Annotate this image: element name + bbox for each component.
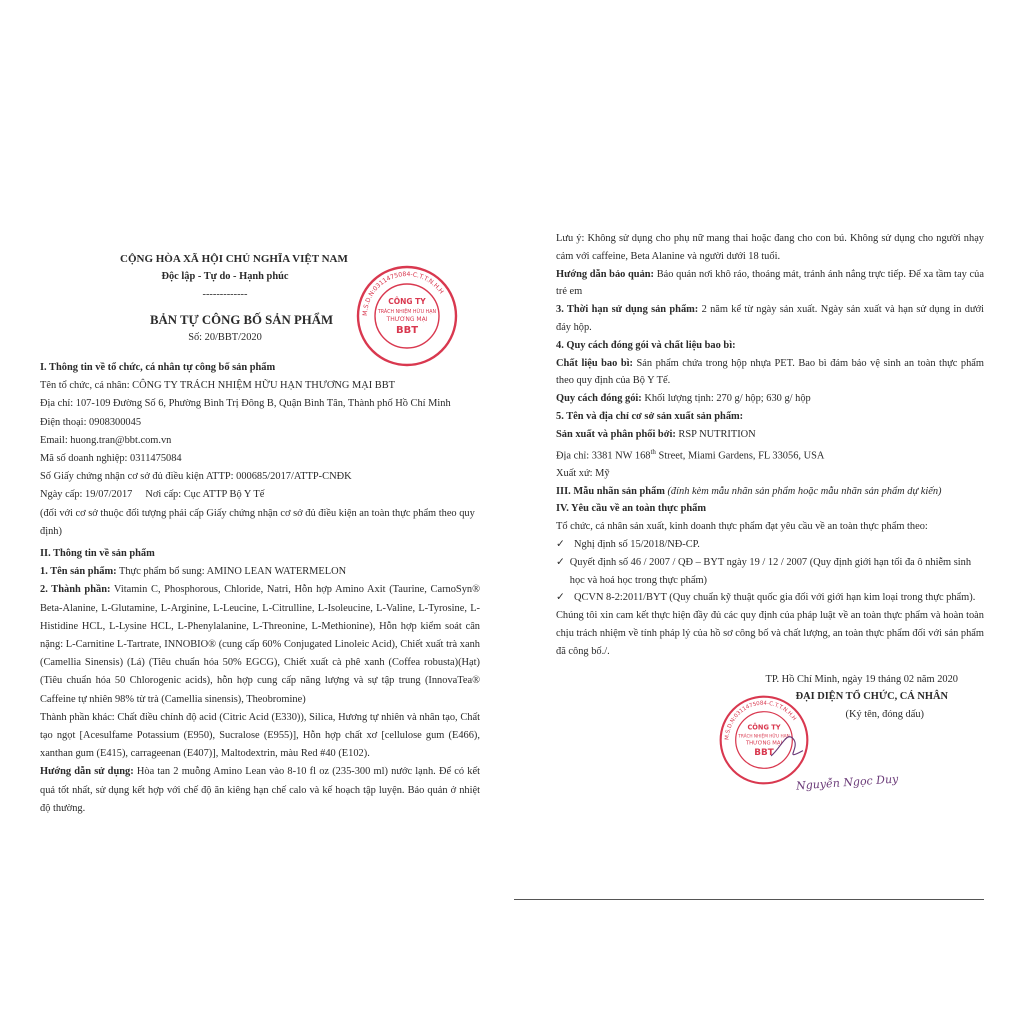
usage-label: Hướng dẫn sử dụng:	[40, 766, 134, 778]
stamp-line-1: CÔNG TY	[388, 297, 426, 306]
section-1-heading: I. Thông tin về tổ chức, cá nhân tự công bố sản phẩm	[40, 362, 276, 374]
list-item: ✓ Quyết định số 46 / 2007 / QĐ – BYT ngày 19 / 12 / 2007 (Quy định giới hạn tối đa ô nhiễm sinh học và hoá học trong thực phẩm)	[556, 554, 984, 590]
stamp-line-4: BBT	[395, 325, 419, 336]
svg-text:TRÁCH NHIỆM HỮU HẠN: TRÁCH NHIỆM HỮU HẠN	[738, 733, 790, 739]
signer-name: Nguyễn Ngọc Duy	[795, 772, 899, 793]
packing-label: Quy cách đóng gói:	[556, 393, 642, 405]
label-section	[556, 483, 984, 501]
label-note: (đính kèm mẫu nhãn sản phẩm hoặc mẫu nhãn sản phẩm dự kiến)	[664, 485, 942, 497]
stamp-line-3: THƯƠNG MẠI	[386, 316, 428, 323]
org-name: Tên tổ chức, cá nhân: CÔNG TY TRÁCH NHIỆM HỮU HẠN THƯƠNG MẠI BBT	[40, 380, 395, 392]
svg-text:BBT: BBT	[754, 748, 774, 759]
ingredients-value: Vitamin C, Phosphorous, Chloride, Natri, Hỗn hợp Amino Axit (Taurine, CarnoSyn® Beta-Alanine, L-Glutamine, L-Arginine, L-Leucine, L-Citrulline, L-Isoleucine, L-Valine, L-Tyrosine, L-Histidine HCL, L-Lysine HCL, L-Phenylalanine, L-Threonine, L-Methionine), Hỗn hợp kiểm soát cân nặng: L-Carnitine L-Tartrate, INNOBIO® (cung cấp 60% Conjugated Linoleic Acid), Chiết xuất trà xanh (Camellia Sinensis) (Lá) (Tiêu chuẩn hóa 50% EGCG), Chiết xuất cà phê xanh (Coffea robusta)(Hạt) (Tiêu chuẩn hóa 50 Chlorogenic acids), hỗn hợp cung cấp năng lượng và sự tập trung (InnovaTea® Caffeine tự nhiên 98% từ trà (Camellia sinensis), Theobromine)	[40, 584, 480, 705]
label-heading: III. Mẫu nhãn sản phẩm	[556, 485, 665, 497]
list-item: ✓ QCVN 8-2:2011/BYT (Quy chuẩn kỹ thuật quốc gia đối với giới hạn kim loại trong thực phẩm).	[556, 589, 984, 607]
representative-note: (Ký tên, đóng dấu)	[845, 709, 924, 721]
storage-instructions	[556, 266, 984, 302]
manufacturer-address: Địa chỉ: 3381 NW 168th Street, Miami Gardens, FL 33056, USA	[556, 447, 825, 462]
usage-value: Hòa tan 2 muỗng Amino Lean vào 8-10 fl oz (235-300 ml) nước lạnh. Để có kết quả tốt nhất, sử dụng kết hợp với chế độ ăn kiêng hạn chế calo và kế hoạch tập luyện. Bảo quản ở nhiệt độ thường.	[40, 766, 480, 814]
cert-issue-date: Ngày cấp: 19/07/2017	[40, 489, 133, 501]
org-email: Email: huong.tran@bbt.com.vn	[40, 434, 172, 446]
cert-issue-line	[40, 486, 480, 504]
svg-text:CÔNG TY: CÔNG TY	[747, 723, 781, 732]
check-icon: ✓	[556, 556, 565, 568]
stamp-ring-text: M.S.D.N:0311475084-C.T.T.N.H.H	[361, 270, 445, 317]
org-certificate: Số Giấy chứng nhận cơ sở đủ điều kiện ATTP: 000685/2017/ATTP-CNĐK	[40, 471, 352, 483]
stamp-ring-text: M.S.D.N:0311475084-C.T.T.N.H.H	[724, 700, 797, 741]
republic-title: CỘNG HÒA XÃ HỘI CHỦ NGHĨA VIỆT NAM	[120, 253, 348, 265]
cert-issuer: Nơi cấp: Cục ATTP Bộ Y Tế	[145, 489, 265, 501]
right-page	[556, 230, 984, 724]
product-name-label: 1. Tên sản phẩm:	[40, 566, 117, 578]
storage-label: Hướng dẫn bảo quản:	[556, 268, 655, 280]
shelf-life	[556, 301, 984, 337]
caution: Lưu ý: Không sử dụng cho phụ nữ mang thai hoặc đang cho con bú. Không sử dụng cho người nhạy cảm với caffeine, Beta Alanine và người dưới 18 tuổi.	[556, 233, 984, 262]
manufacturer	[556, 426, 984, 444]
list-item: ✓ Nghị định số 15/2018/NĐ-CP.	[556, 536, 984, 554]
check-icon: ✓	[556, 592, 565, 604]
material-label: Chất liệu bao bì:	[556, 357, 633, 369]
stamp-line-2: TRÁCH NHIỆM HỮU HẠN	[377, 310, 437, 315]
safety-intro: Tổ chức, cá nhân sản xuất, kinh doanh thực phẩm đạt yêu cầu về an toàn thực phẩm theo:	[556, 521, 928, 533]
document-header	[120, 250, 348, 347]
origin: Xuất xứ: Mỹ	[556, 467, 610, 479]
header-divider: -------------	[202, 289, 248, 301]
manufacturer-value: RSP NUTRITION	[675, 428, 756, 440]
org-tax-code: Mã số doanh nghiệp: 0311475084	[40, 453, 182, 465]
packaging-heading: 4. Quy cách đóng gói và chất liệu bao bì:	[556, 339, 736, 351]
packaging-material	[556, 355, 984, 391]
usage-instructions	[40, 763, 480, 818]
safety-heading: IV. Yêu cầu về an toàn thực phẩm	[556, 503, 706, 515]
ingredients	[40, 581, 480, 708]
commitment: Chúng tôi xin cam kết thực hiện đầy đủ các quy định của pháp luật về an toàn thực phẩm và hoàn toàn chịu trách nhiệm về tính pháp lý của hồ sơ công bố và chất lượng, an toàn thực phẩm đối với sản phẩm đã công bố./.	[556, 610, 984, 657]
org-address: Địa chỉ: 107-109 Đường Số 6, Phường Bình Trị Đông B, Quận Bình Tân, Thành phố Hồ Chí Minh	[40, 398, 451, 410]
check-icon: ✓	[556, 539, 565, 551]
company-stamp-top	[355, 264, 459, 368]
packing-spec	[556, 390, 984, 408]
manufacturer-label: Sản xuất và phân phối bởi:	[556, 428, 676, 440]
other-ingredients: Thành phần khác: Chất điều chỉnh độ acid (Citric Acid (E330)), Silica, Hương tự nhiên và nhân tạo, Chất tạo ngọt [Acesulfame Potassium (E950), Sucralose (E955)], Hỗn hợp chất xơ [cellulose gum (E466), xanthan gum (E415), carrageenan (E407)], Maltodextrin, màu Red #40 (E102).	[40, 711, 480, 760]
packing-value: Khối lượng tịnh: 270 g/ hộp; 630 g/ hộp	[641, 393, 811, 405]
org-phone: Điện thoại: 0908300045	[40, 416, 142, 428]
product-name-value: Thực phẩm bổ sung: AMINO LEAN WATERMELON	[116, 566, 347, 578]
shelf-life-label: 3. Thời hạn sử dụng sản phẩm:	[556, 304, 699, 316]
material-value: Sản phẩm chứa trong hộp nhựa PET. Bao bì đảm bảo vệ sinh an toàn thực phẩm theo quy định của Bộ Y Tế.	[556, 357, 984, 387]
shelf-life-value: 2 năm kể từ ngày sản xuất. Ngày sản xuất và hạn sử dụng in dưới đáy hộp.	[556, 304, 985, 333]
document-number: Số: 20/BBT/2020	[188, 331, 262, 343]
place-date: TP. Hồ Chí Minh, ngày 19 tháng 02 năm 2020	[765, 673, 958, 685]
company-stamp-bottom	[718, 694, 810, 786]
product-name	[40, 563, 480, 581]
storage-value: Bảo quản nơi khô ráo, thoáng mát, tránh ánh nắng trực tiếp. Để xa tầm tay của trẻ em	[556, 268, 984, 298]
ingredients-label: 2. Thành phần:	[40, 584, 111, 596]
page-bottom-rule	[514, 899, 984, 900]
svg-text:THƯƠNG MẠI: THƯƠNG MẠI	[745, 740, 783, 747]
motto: Độc lập - Tự do - Hạnh phúc	[161, 271, 289, 283]
manufacturer-heading: 5. Tên và địa chỉ cơ sở sản xuất sản phẩm:	[556, 410, 744, 422]
cert-note: (đối với cơ sở thuộc đối tượng phải cấp Giấy chứng nhận cơ sở đủ điều kiện an toàn thực phẩm theo quy định)	[40, 507, 475, 537]
document-title: BẢN TỰ CÔNG BỐ SẢN PHẨM	[150, 312, 334, 327]
representative-title: ĐẠI DIỆN TỔ CHỨC, CÁ NHÂN	[795, 691, 948, 703]
safety-list	[556, 536, 984, 607]
section-2-heading: II. Thông tin về sản phẩm	[40, 548, 155, 560]
